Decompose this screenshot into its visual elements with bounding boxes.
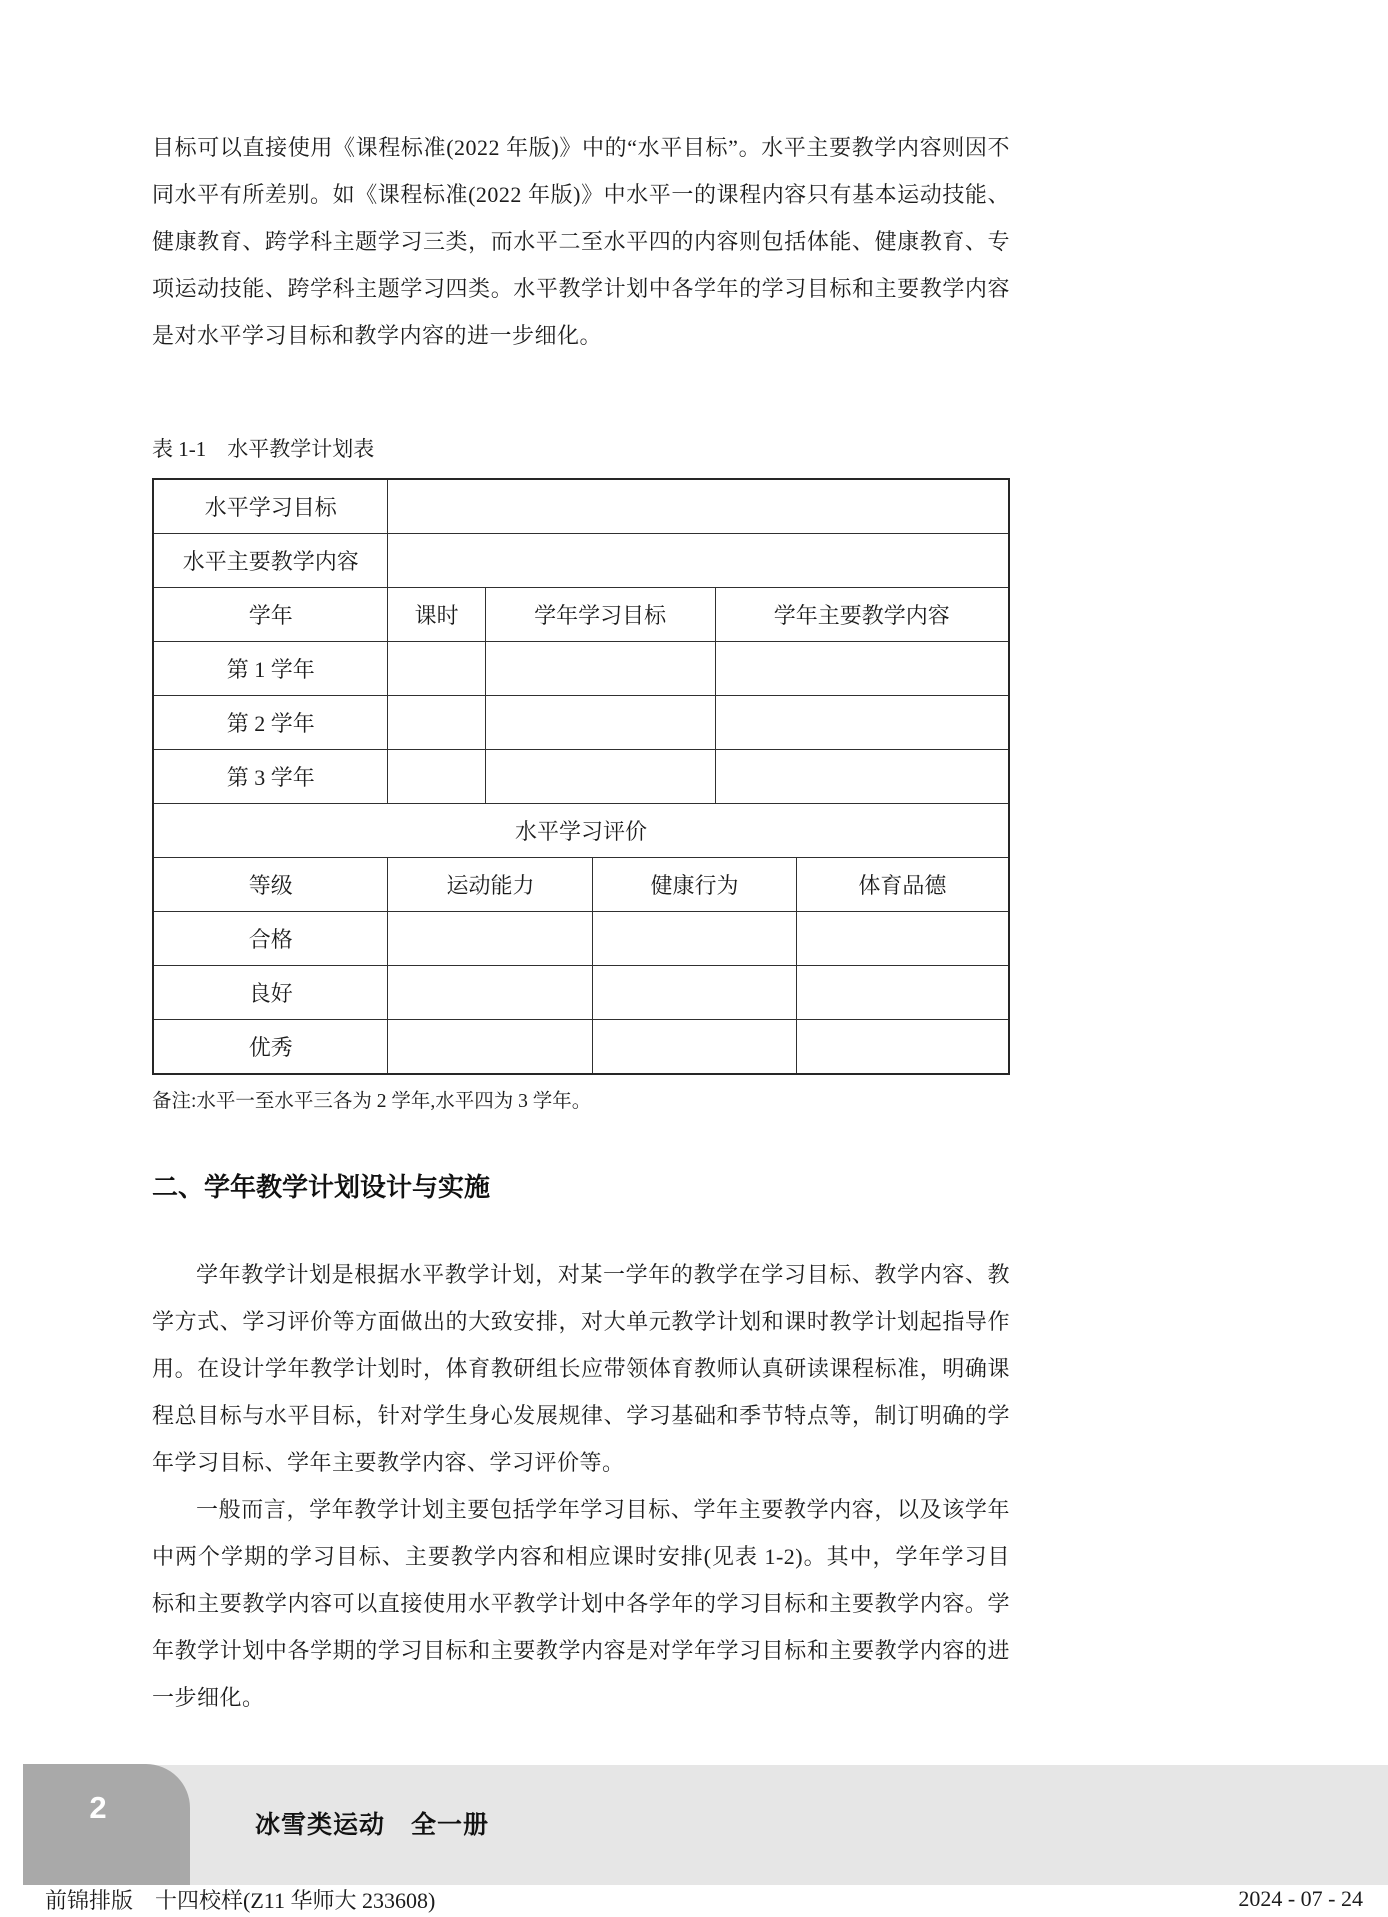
- cell-blank: [485, 696, 715, 750]
- cell-evaluation-title: 水平学习评价: [154, 804, 1008, 858]
- cell-blank: [796, 1020, 1008, 1074]
- cell-level-goal-label: 水平学习目标: [154, 480, 388, 534]
- table-caption: 表 1-1 水平教学计划表: [152, 437, 375, 461]
- cell-blank: [593, 912, 796, 966]
- cell-level-goal-blank: [388, 480, 1008, 534]
- cell-blank: [715, 696, 1008, 750]
- print-date: 2024 - 07 - 24: [1238, 1886, 1363, 1911]
- cell-header-year-goal: 学年学习目标: [485, 588, 715, 642]
- cell-blank: [388, 912, 593, 966]
- table-row: [154, 480, 1008, 534]
- cell-header-health-behavior: 健康行为: [593, 858, 796, 912]
- cell-grade-good: 良好: [154, 966, 388, 1020]
- cell-blank: [593, 1020, 796, 1074]
- section-heading: 二、学年教学计划设计与实施: [152, 1172, 491, 1202]
- cell-blank: [388, 966, 593, 1020]
- footer-band: [23, 1765, 1388, 1885]
- cell-header-sports-ethics: 体育品德: [796, 858, 1008, 912]
- table-header-row-years: [154, 588, 1008, 642]
- cell-blank: [593, 966, 796, 1020]
- cell-grade-excellent: 优秀: [154, 1020, 388, 1074]
- proof-line: 前锦排版 十四校样(Z11 华师大 233608): [45, 1888, 436, 1913]
- table-row-grade-good: [154, 966, 1008, 1020]
- cell-blank: [715, 642, 1008, 696]
- level-teaching-plan-table: [152, 478, 1010, 1075]
- cell-blank: [485, 750, 715, 804]
- table-note: 备注:水平一至水平三各为 2 学年,水平四为 3 学年。: [152, 1091, 592, 1112]
- paragraph-year-plan-intro: 学年教学计划是根据水平教学计划，对某一学年的教学在学习目标、教学内容、教学方式、学习评价等方面做出的大致安排，对大单元教学计划和课时教学计划起指导作用。在设计学年教学计划时，体育教研组长应带领体育教师认真研读课程标准，明确课程总目标与水平目标，针对学生身心发展规律、学习基础和季节特点等，制订明确的学年学习目标、学年主要教学内容、学习评价等。: [152, 1262, 1010, 1475]
- cell-blank: [388, 1020, 593, 1074]
- page-number-tab: [23, 1764, 190, 1885]
- table-row-evaluation-title: [154, 804, 1008, 858]
- cell-blank: [796, 912, 1008, 966]
- page-number: 2: [89, 1790, 107, 1825]
- cell-year-2: 第 2 学年: [154, 696, 388, 750]
- cell-header-hours: 课时: [388, 588, 485, 642]
- cell-grade-pass: 合格: [154, 912, 388, 966]
- cell-header-motor-ability: 运动能力: [388, 858, 593, 912]
- cell-year-1: 第 1 学年: [154, 642, 388, 696]
- table-row-grade-excellent: [154, 1020, 1008, 1074]
- table-header-row-evaluation: [154, 858, 1008, 912]
- cell-header-grade: 等级: [154, 858, 388, 912]
- cell-blank: [796, 966, 1008, 1020]
- cell-level-content-label: 水平主要教学内容: [154, 534, 388, 588]
- table-row-year-1: [154, 642, 1008, 696]
- cell-blank: [388, 696, 485, 750]
- paragraph-year-plan-detail: 一般而言，学年教学计划主要包括学年学习目标、学年主要教学内容，以及该学年中两个学期的学习目标、主要教学内容和相应课时安排(见表 1-2)。其中，学年学习目标和主要教学内容可以直接使用水平教学计划中各学年的学习目标和主要教学内容。学年教学计划中各学期的学习目标和主要教学内容是对学年学习目标和主要教学内容的进一步细化。: [152, 1497, 1010, 1710]
- cell-header-year: 学年: [154, 588, 388, 642]
- table-upper-grid: [154, 480, 1008, 858]
- table-lower-grid: [154, 858, 1008, 1073]
- table-row-year-2: [154, 696, 1008, 750]
- cell-blank: [388, 642, 485, 696]
- book-title: 冰雪类运动 全一册: [255, 1811, 490, 1839]
- cell-header-year-content: 学年主要教学内容: [715, 588, 1008, 642]
- table-row-year-3: [154, 750, 1008, 804]
- table-row-grade-pass: [154, 912, 1008, 966]
- text-column: [152, 0, 1010, 1721]
- paragraph-level-goals: 目标可以直接使用《课程标准(2022 年版)》中的“水平目标”。水平主要教学内容则因不同水平有所差别。如《课程标准(2022 年版)》中水平一的课程内容只有基本运动技能、健康教育、跨学科主题学习三类，而水平二至水平四的内容则包括体能、健康教育、专项运动技能、跨学科主题学习四类。水平教学计划中各学年的学习目标和主要教学内容是对水平学习目标和教学内容的进一步细化。: [152, 135, 1010, 348]
- cell-year-3: 第 3 学年: [154, 750, 388, 804]
- cell-blank: [485, 642, 715, 696]
- cell-level-content-blank: [388, 534, 1008, 588]
- cell-blank: [715, 750, 1008, 804]
- cell-blank: [388, 750, 485, 804]
- table-row: [154, 534, 1008, 588]
